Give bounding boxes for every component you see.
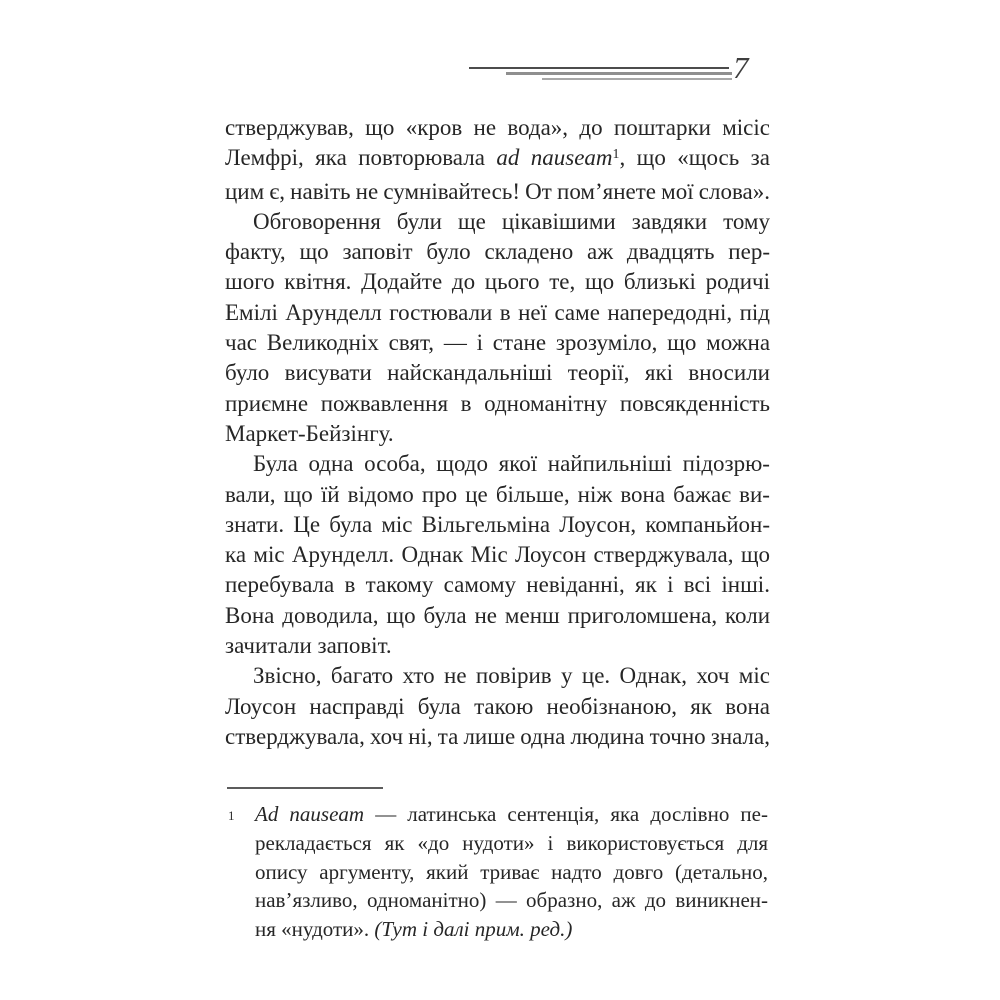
body-line: Звісно, багато хто не повірив у це. Однак, хоч міс (253, 663, 770, 689)
body-line: цим є, навіть не сумнівайтесь! От пом’янете мої слова». (225, 178, 771, 204)
footnote-line: нав’язливо, одноманітно) — образно, аж до виникнен- (255, 888, 768, 913)
body-line: вали, що їй відомо про це більше, ніж вона бажає ви- (225, 481, 770, 507)
header-rule-middle (506, 72, 732, 75)
footnote-text (255, 800, 768, 944)
body-line: Маркет-Бейзінгу. (225, 420, 394, 446)
header-rule-bottom (542, 78, 732, 80)
footnote-line: ня «нудоти». (Тут і далі прим. ред.) (255, 917, 573, 942)
paragraph (225, 661, 770, 752)
footnote-line: рекладається як «до нудоти» і використовується для (255, 830, 769, 855)
body-line: Лоусон насправді була такою необізнаною, як вона (225, 693, 771, 719)
body-line: знати. Це була міс Вільгельміна Лоусон, компаньйон- (225, 511, 771, 537)
body-line: шого квітня. Додайте до цього те, що близькі родичі (225, 269, 770, 295)
body-line: перебувала в такому самому невіданні, як і всі інші. (225, 572, 770, 598)
body-line: факту, що заповіт було складено аж двадцять пер- (225, 239, 770, 265)
footnote-line: опису аргументу, який триває надто довго (детально, (255, 859, 768, 884)
paragraph (225, 207, 770, 449)
paragraph (225, 449, 770, 661)
body-line: Лемфрі, яка повторювала ad nauseam$^1$, що «щось за (225, 145, 770, 171)
body-line: стверджувала, хоч ні, та лише одна людина точно знала, (225, 723, 770, 749)
body-line: Емілі Арунделл гостювали в неї саме напередодні, під (225, 299, 771, 325)
body-line: Вона доводила, що була не менш приголомшена, коли (225, 602, 771, 628)
paragraph (225, 113, 770, 207)
page-number: 7 (733, 50, 749, 85)
body-line: ка міс Арунделл. Однак Міс Лоусон стверджувала, що (225, 542, 771, 568)
body-line: зачитали заповіт. (225, 633, 392, 659)
footnote-reference: 1 (612, 146, 620, 162)
footnote-line: Ad nauseam — латинська сентенція, яка дослівно пе- (255, 802, 768, 826)
body-line: було висувати найскандальніші теорії, які вносили (225, 360, 770, 386)
footnote-separator (227, 787, 383, 789)
body-text (225, 113, 770, 752)
footnote (228, 800, 769, 944)
footnote-marker: 1 (228, 808, 235, 823)
body-line: стверджував, що «кров не вода», до поштарки місіс (225, 115, 770, 140)
header-rule-top (469, 67, 729, 69)
body-line: приємне пожвавлення в одноманітну повсякденність (225, 390, 771, 416)
body-line: Була одна особа, щодо якої найпильніші підозрю- (253, 451, 770, 477)
body-line: Обговорення були ще цікавішими завдяки тому (253, 208, 770, 234)
body-line: час Великодніх свят, — і стане зрозуміло, що можна (225, 330, 771, 356)
